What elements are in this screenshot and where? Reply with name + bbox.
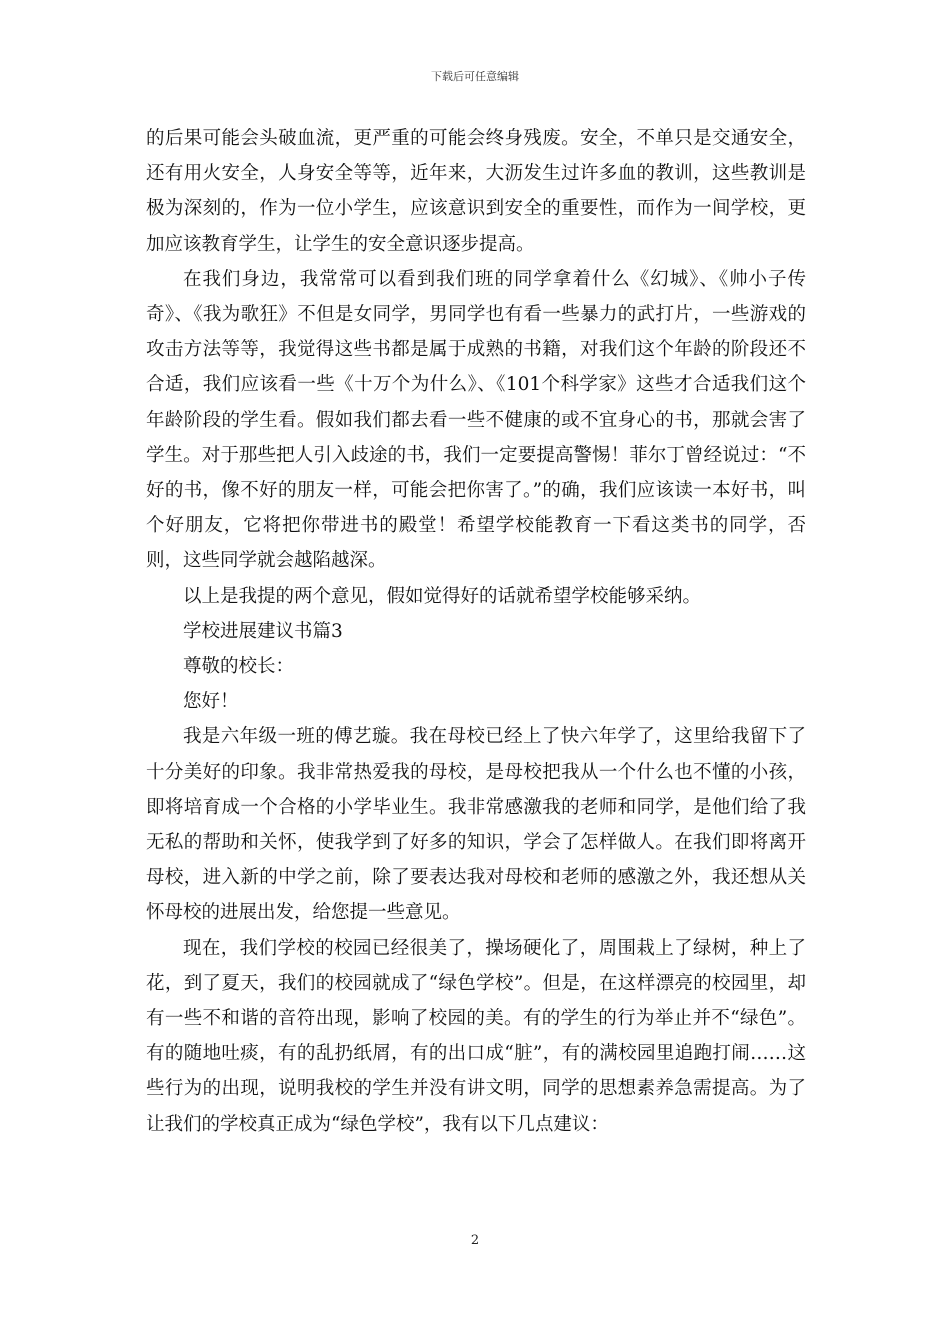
page-header: 下载后可任意编辑 bbox=[431, 70, 519, 83]
paragraph-green-school: 现在，我们学校的校园已经很美了，操场硬化了，周围栽上了绿树，种上了花，到了夏天，我们的校园就成了“绿色学校”。但是，在这样漂亮的校园里，却有一些不和谐的音符出现，影响了校园的美。有的学生的行为举止并不“绿色”。有的随地吐痰，有的乱扔纸屑，有的出口成“脏”，有的满校园里追跑打闹……这些行为的出现，说明我校的学生并没有讲文明，同学的思想素养急需提高。为了让我们的学校真正成为“绿色学校”，我有以下几点建议： bbox=[146, 937, 806, 1135]
paragraph-books: 在我们身边，我常常可以看到我们班的同学拿着什么《幻城》、《帅小子传奇》、《我为歌狂》不但是女同学，男同学也有看一些暴力的武打片，一些游戏的攻击方法等等，我觉得这些书都是属于成熟的书籍，对我们这个年龄的阶段还不合适，我们应该看一些《十万个为什么》、《101个科学家》这些才合适我们这个年龄阶段的学生看。假如我们都去看一些不健康的或不宜身心的书，那就会害了学生。对于那些把人引入歧途的书，我们一定要提高警惕！菲尔丁曾经说过：“不好的书，像不好的朋友一样，可能会把你害了。”的确，我们应该读一本好书，叫个好朋友，它将把你带进书的殿堂！希望学校能教育一下看这类书的同学，否则，这些同学就会越陷越深。 bbox=[146, 268, 806, 572]
section-heading: 学校进展建议书篇3 bbox=[183, 620, 343, 642]
salutation: 尊敬的校长： bbox=[183, 656, 295, 678]
page-number: 2 bbox=[470, 1233, 480, 1248]
document-body bbox=[146, 121, 806, 1142]
greeting: 您好！ bbox=[183, 691, 239, 713]
paragraph-conclusion: 以上是我提的两个意见，假如觉得好的话就希望学校能够采纳。 bbox=[183, 585, 702, 607]
paragraph-safety-continued: 的后果可能会头破血流，更严重的可能会终身残废。安全，不单只是交通安全，还有用火安全，人身安全等等，近年来，大沥发生过许多血的教训，这些教训是极为深刻的，作为一位小学生，应该意识到安全的重要性，而作为一间学校，更加应该教育学生，让学生的安全意识逐步提高。 bbox=[146, 128, 806, 255]
paragraph-introduction: 我是六年级一班的傅艺璇。我在母校已经上了快六年学了，这里给我留下了十分美好的印象。我非常热爱我的母校，是母校把我从一个什么也不懂的小孩，即将培育成一个合格的小学毕业生。我非常感激我的老师和同学，是他们给了我无私的帮助和关怀，使我学到了好多的知识，学会了怎样做人。在我们即将离开母校，进入新的中学之前，除了要表达我对母校和老师的感激之外，我还想从关怀母校的进展出发，给您提一些意见。 bbox=[146, 726, 806, 924]
